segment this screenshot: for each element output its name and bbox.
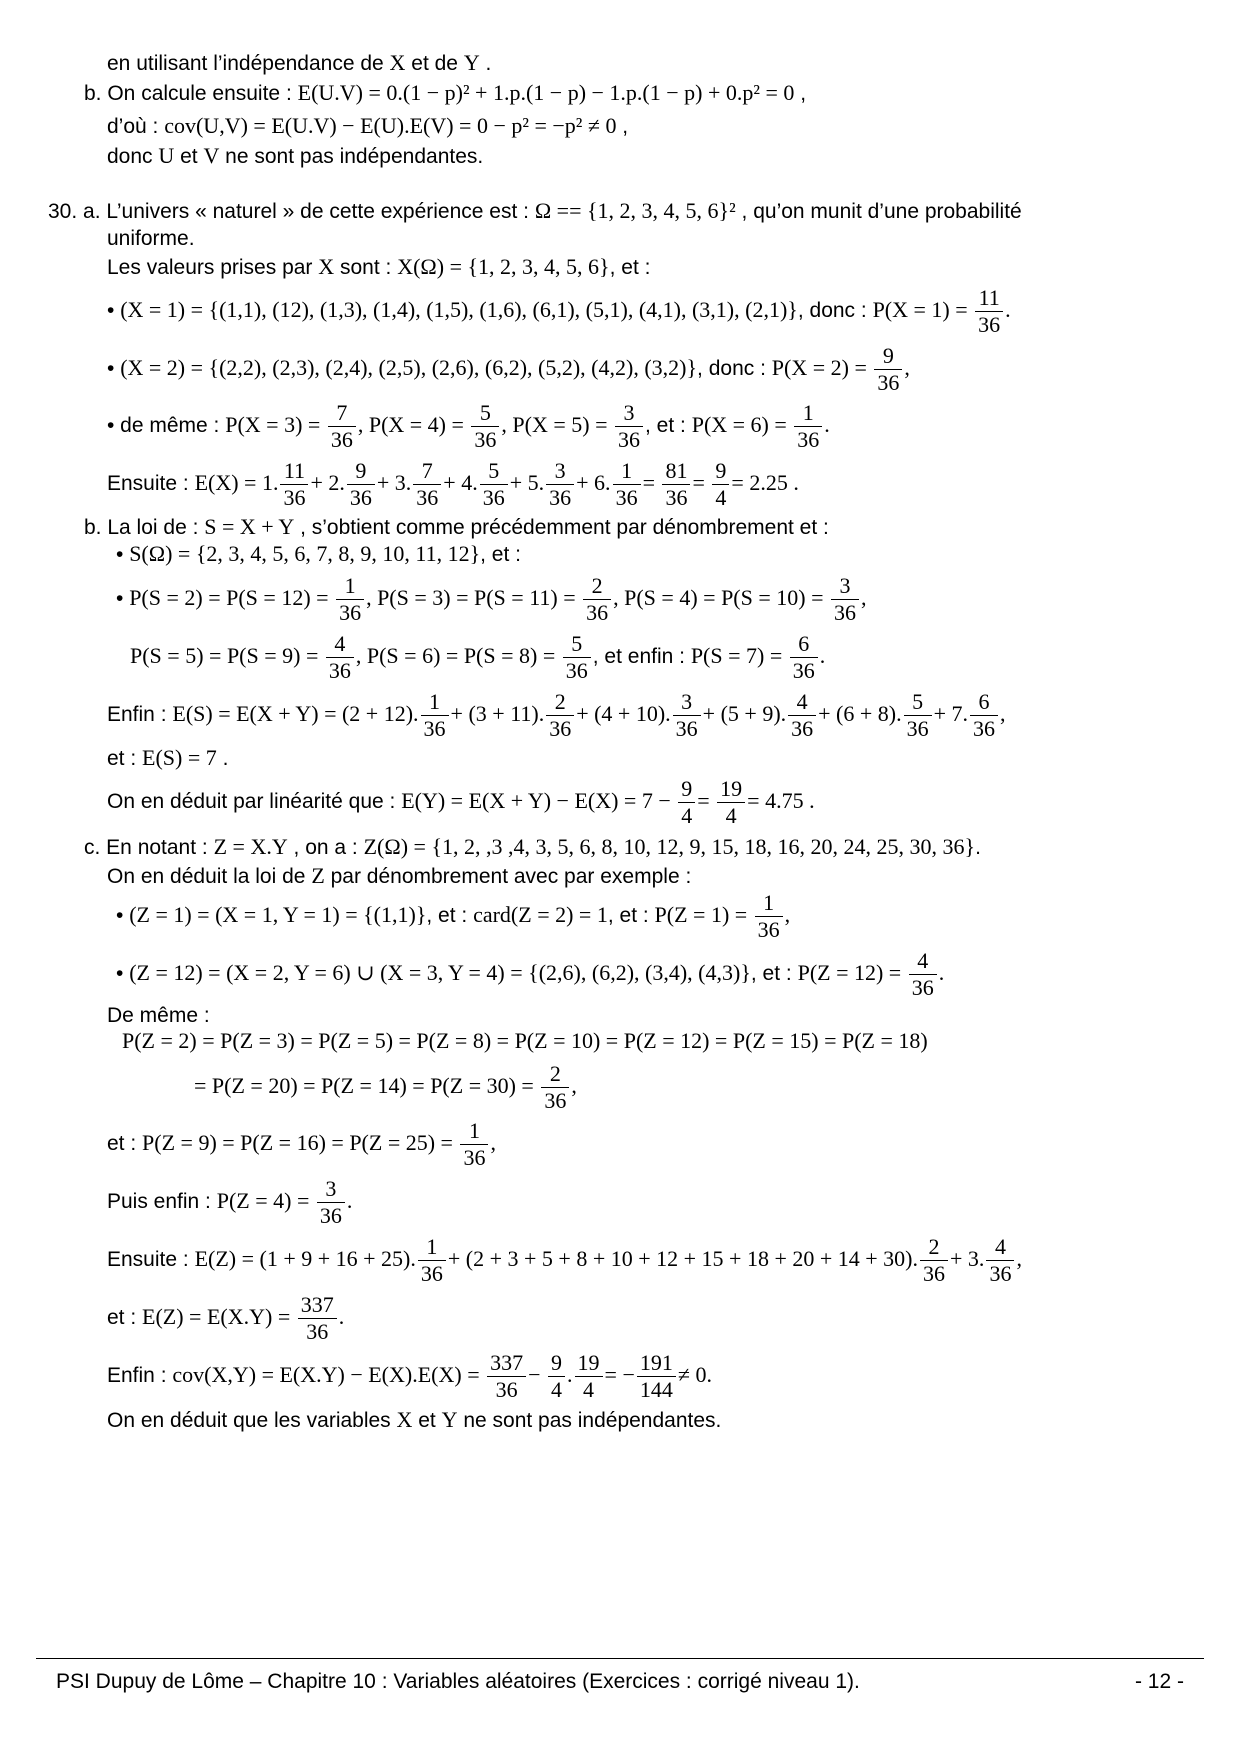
fraction-numerator: 9 <box>874 343 902 370</box>
fraction-denominator: 36 <box>482 485 505 510</box>
text-line <box>116 890 790 943</box>
math-expression: E(X) = 1. <box>194 470 279 496</box>
fraction-numerator: 7 <box>328 400 356 427</box>
math-expression: + (6 + 8). <box>818 701 902 727</box>
math-expression: E(Z) = (1 + 9 + 16 + 25). <box>194 1246 416 1272</box>
fraction <box>298 1292 337 1345</box>
text-line <box>107 285 1011 338</box>
text-line <box>122 1028 928 1055</box>
fraction-denominator: 36 <box>416 485 439 510</box>
fraction-denominator: 36 <box>923 1261 946 1286</box>
math-expression: E(U.V) = 0.(1 − p)² + 1.p.(1 − p) − 1.p.(1 − p) + 0.p² = 0 <box>297 80 795 105</box>
fraction-numerator: 3 <box>831 573 859 600</box>
math-expression: V <box>203 143 220 168</box>
text-fragment: , et : <box>645 414 692 438</box>
text-line <box>194 1061 577 1114</box>
math-expression: P(Z = 4) = <box>216 1188 315 1214</box>
fraction-denominator: 36 <box>474 427 497 452</box>
text-line <box>107 1292 344 1345</box>
text-fragment: • <box>116 962 130 986</box>
fraction-denominator: 36 <box>549 485 572 510</box>
fraction <box>904 689 932 742</box>
fraction-numerator: 2 <box>546 689 574 716</box>
math-expression: + (4 + 10). <box>576 701 671 727</box>
fraction-denominator: 36 <box>330 427 353 452</box>
fraction-denominator: 36 <box>665 485 688 510</box>
math-expression: + 5. <box>509 470 545 496</box>
fraction-denominator: 36 <box>283 485 306 510</box>
fraction-numerator: 19 <box>717 776 745 803</box>
fraction <box>347 458 375 511</box>
text-line <box>107 1234 1022 1287</box>
fraction <box>615 400 643 453</box>
fraction-denominator: 4 <box>725 803 737 828</box>
fraction-denominator: 36 <box>565 658 588 683</box>
fraction <box>712 458 729 511</box>
math-expression: card(Z = 2) = 1 <box>473 902 608 928</box>
fraction <box>480 458 508 511</box>
text-fragment: • <box>107 299 121 323</box>
text-line <box>116 948 944 1001</box>
math-expression: , <box>1016 1246 1022 1272</box>
fraction-denominator: 36 <box>618 427 641 452</box>
math-expression: X <box>389 50 406 75</box>
text-fragment: et : <box>107 1306 143 1330</box>
fraction-numerator: 4 <box>788 689 816 716</box>
fraction-numerator: 3 <box>546 458 574 485</box>
text-fragment: On en déduit que les variables <box>107 1409 397 1432</box>
text-fragment: et : <box>107 1132 143 1156</box>
math-expression: P(X = 3) = <box>225 412 326 438</box>
fraction-denominator: 36 <box>834 600 856 625</box>
fraction-numerator: 191 <box>637 1350 676 1377</box>
fraction-denominator: 36 <box>989 1261 1012 1286</box>
fraction-numerator: 1 <box>794 400 822 427</box>
text-fragment: , donc : <box>697 357 772 381</box>
fraction-numerator: 3 <box>615 400 643 427</box>
math-expression: P(S = 5) = P(S = 9) = <box>130 643 324 669</box>
fraction-denominator: 36 <box>319 1203 342 1228</box>
fraction-numerator: 6 <box>790 631 818 658</box>
fraction-denominator: 36 <box>328 658 351 683</box>
text-fragment: On en déduit par linéarité que : <box>107 790 402 814</box>
math-expression: X(Ω) = {1, 2, 3, 4, 5, 6} <box>397 254 610 279</box>
math-expression: . <box>824 412 830 438</box>
math-expression: E(S) = E(X + Y) = (2 + 12). <box>172 701 419 727</box>
footer-title: PSI Dupuy de Lôme – Chapitre 10 : Variables aléatoires (Exercices : corrigé niveau 1). <box>56 1670 860 1693</box>
text-fragment: donc <box>107 145 159 168</box>
fraction <box>717 776 745 829</box>
text-fragment: Enfin : <box>107 703 173 727</box>
text-fragment: Les valeurs prises par <box>107 256 319 279</box>
fraction-numerator: 337 <box>298 1292 337 1319</box>
text-fragment: • <box>116 587 130 611</box>
fraction-denominator: 36 <box>463 1145 486 1170</box>
text-line <box>107 1118 496 1171</box>
math-expression: = 2.25 . <box>731 470 799 496</box>
fraction-denominator: 36 <box>877 370 900 395</box>
text-fragment: , et : <box>426 904 474 928</box>
text-fragment: et : <box>107 747 143 770</box>
fraction-denominator: 36 <box>791 716 814 741</box>
fraction-denominator: 36 <box>495 1377 518 1402</box>
text-fragment: et de <box>405 52 464 75</box>
math-expression: = P(Z = 20) = P(Z = 14) = P(Z = 30) = <box>194 1073 540 1099</box>
fraction <box>673 689 701 742</box>
math-expression: X <box>318 254 335 279</box>
fraction-numerator: 5 <box>904 689 932 716</box>
fraction-numerator: 1 <box>418 1234 446 1261</box>
fraction-numerator: 2 <box>583 573 611 600</box>
text-line <box>107 745 228 772</box>
text-line <box>107 400 830 453</box>
math-expression: S(Ω) = {2, 3, 4, 5, 6, 7, 8, 9, 10, 11, 12} <box>129 541 481 566</box>
text-fragment: , donc : <box>797 299 873 323</box>
text-line <box>107 689 1006 742</box>
fraction-numerator: 4 <box>986 1234 1014 1261</box>
fraction <box>328 400 356 453</box>
math-expression: + (2 + 3 + 5 + 8 + 10 + 12 + 15 + 18 + 20 + 14 + 30). <box>447 1246 919 1272</box>
fraction-numerator: 1 <box>421 689 449 716</box>
text-fragment: , qu’on munit d’une probabilité <box>735 200 1022 223</box>
fraction-denominator: 36 <box>978 312 1001 337</box>
math-expression: P(Z = 1) = <box>654 902 753 928</box>
text-fragment: • <box>116 543 130 566</box>
math-expression: P(S = 7) = <box>690 643 788 669</box>
math-expression: P(X = 6) = <box>691 412 793 438</box>
fraction-numerator: 5 <box>480 458 508 485</box>
text-line <box>116 573 867 626</box>
text-fragment: 30. a. L’univers « naturel » de cette expérience est : <box>48 200 535 223</box>
fraction <box>790 631 818 684</box>
math-expression: , <box>784 902 791 928</box>
math-expression: (X = 2) = {(2,2), (2,3), (2,4), (2,5), (2,6), (6,2), (5,2), (4,2), (3,2)} <box>120 355 698 381</box>
math-expression: (Z = 12) = (X = 2, Y = 6) ∪ (X = 3, Y = 4) = {(2,6), (6,2), (3,4), (4,3)} <box>129 960 751 986</box>
fraction-denominator: 36 <box>306 1319 329 1344</box>
math-expression: ≠ 0. <box>677 1362 712 1388</box>
fraction-denominator: 36 <box>675 716 698 741</box>
math-expression: Y <box>463 50 480 75</box>
fraction-numerator: 11 <box>280 458 308 485</box>
text-fragment: , et : <box>480 543 521 566</box>
page-number: - 12 - <box>1134 1670 1184 1693</box>
fraction-denominator: 36 <box>906 716 929 741</box>
math-expression: + 6. <box>576 470 611 496</box>
text-line <box>107 113 628 140</box>
fraction <box>418 1234 446 1287</box>
text-fragment: en utilisant l’indépendance de <box>107 52 390 75</box>
math-expression: E(S) = 7 <box>142 745 217 770</box>
fraction <box>487 1350 526 1403</box>
math-expression: , <box>1000 701 1006 727</box>
math-expression: , P(S = 6) = P(S = 8) = <box>355 643 561 669</box>
text-fragment: , on a : <box>287 836 364 859</box>
text-line <box>107 343 910 396</box>
text-fragment: b. On calcule ensuite : <box>84 82 298 105</box>
text-fragment: , et : <box>609 256 651 279</box>
math-expression: E(Z) = E(X.Y) = <box>142 1304 296 1330</box>
fraction-numerator: 337 <box>487 1350 526 1377</box>
fraction-denominator: 36 <box>339 600 362 625</box>
math-expression: + 3. <box>376 470 412 496</box>
fraction <box>788 689 816 742</box>
math-expression: . <box>938 960 945 986</box>
fraction <box>909 948 937 1001</box>
text-line <box>107 863 691 890</box>
fraction-denominator: 36 <box>544 1088 567 1113</box>
fraction <box>975 285 1003 338</box>
fraction-numerator: 9 <box>712 458 729 485</box>
math-expression: Z = X.Y <box>213 834 288 859</box>
text-fragment: • <box>107 357 121 381</box>
math-expression: . <box>567 1362 573 1388</box>
fraction-denominator: 36 <box>420 1261 443 1286</box>
fraction-numerator: 9 <box>347 458 375 485</box>
fraction <box>471 400 499 453</box>
text-line <box>107 458 799 511</box>
fraction <box>637 1350 676 1403</box>
text-fragment: . <box>479 52 492 75</box>
fraction-numerator: 2 <box>541 1061 569 1088</box>
math-expression: + 2. <box>310 470 345 496</box>
math-expression: X <box>396 1407 413 1432</box>
text-fragment: Puis enfin : <box>107 1190 217 1214</box>
math-expression: P(Z = 12) = <box>797 960 907 986</box>
text-fragment: Enfin : <box>107 1364 173 1388</box>
text-fragment: b. La loi de : <box>84 516 205 539</box>
text-fragment: c. En notant : <box>84 836 214 859</box>
math-expression: Ω == {1, 2, 3, 4, 5, 6}² <box>534 198 736 223</box>
text-fragment: ne sont pas indépendantes. <box>457 1409 722 1432</box>
fraction-denominator: 4 <box>681 803 693 828</box>
fraction-numerator: 6 <box>970 689 998 716</box>
fraction <box>874 343 902 396</box>
math-expression: = − <box>604 1362 635 1388</box>
fraction <box>662 458 690 511</box>
text-line <box>107 143 483 170</box>
fraction-denominator: 36 <box>911 975 934 1000</box>
text-line <box>107 1176 352 1229</box>
text-fragment: ne sont pas indépendantes. <box>219 145 484 168</box>
math-expression: = 4.75 . <box>747 788 815 814</box>
fraction-numerator: 81 <box>662 458 690 485</box>
math-expression: , P(S = 4) = P(S = 10) = <box>613 585 829 611</box>
fraction-numerator: 7 <box>413 458 441 485</box>
fraction-numerator: 4 <box>909 948 937 975</box>
text-line <box>84 834 981 861</box>
math-expression: , P(X = 5) = <box>501 412 614 438</box>
text-fragment: sont : <box>334 256 398 279</box>
text-line <box>107 1003 210 1029</box>
fraction <box>336 573 364 626</box>
math-expression: P(S = 2) = P(S = 12) = <box>129 585 335 611</box>
fraction-denominator: 36 <box>792 658 815 683</box>
fraction-denominator: 144 <box>639 1377 673 1402</box>
text-fragment: par dénombrement avec par exemple : <box>324 865 692 888</box>
fraction-denominator: 36 <box>797 427 820 452</box>
fraction <box>575 1350 603 1403</box>
fraction-numerator: 5 <box>563 631 591 658</box>
math-expression: cov(U,V) = E(U.V) − E(U).E(V) = 0 − p² = −p² ≠ 0 <box>164 113 617 138</box>
math-expression: , <box>490 1130 496 1156</box>
fraction-denominator: 4 <box>715 485 727 510</box>
text-fragment: uniforme. <box>107 227 195 250</box>
math-expression: + 3. <box>950 1246 985 1272</box>
text-fragment: , et : <box>607 904 655 928</box>
text-line <box>84 514 829 541</box>
math-expression: , <box>571 1073 577 1099</box>
text-fragment: et <box>174 145 204 168</box>
fraction-numerator: 19 <box>575 1350 603 1377</box>
fraction <box>541 1061 569 1114</box>
fraction <box>613 458 641 511</box>
fraction-numerator: 3 <box>317 1176 345 1203</box>
fraction-denominator: 4 <box>583 1377 595 1402</box>
math-expression: , P(X = 4) = <box>357 412 470 438</box>
text-fragment: • de même : <box>107 414 226 438</box>
math-expression: . <box>346 1188 353 1214</box>
text-line <box>116 541 521 568</box>
text-fragment: , et enfin : <box>592 645 691 669</box>
math-expression: S = X + Y <box>204 514 295 539</box>
fraction <box>970 689 998 742</box>
text-line <box>107 776 815 829</box>
math-expression: = <box>697 788 716 814</box>
math-expression: P(Z = 2) = P(Z = 3) = P(Z = 5) = P(Z = 8) = P(Z = 10) = P(Z = 12) = P(Z = 15) = P(Z = 18) <box>122 1028 928 1053</box>
text-fragment: d’où : <box>107 115 165 138</box>
fraction <box>546 689 574 742</box>
math-expression: , P(S = 3) = P(S = 11) = <box>366 585 582 611</box>
math-expression: + 4. <box>443 470 478 496</box>
fraction <box>317 1176 345 1229</box>
text-fragment: , <box>794 82 807 105</box>
fraction <box>678 776 695 829</box>
text-fragment: , et : <box>750 962 798 986</box>
fraction <box>920 1234 948 1287</box>
text-line <box>107 1407 721 1434</box>
text-fragment: et <box>412 1409 442 1432</box>
text-fragment: , <box>616 115 629 138</box>
fraction-numerator: 3 <box>673 689 701 716</box>
math-expression: P(X = 1) = <box>872 297 974 323</box>
math-expression: (X = 1) = {(1,1), (12), (1,3), (1,4), (1,5), (1,6), (6,1), (5,1), (4,1), (3,1), (2,1)} <box>120 297 798 323</box>
math-expression: U <box>158 143 175 168</box>
math-expression: P(Z = 9) = P(Z = 16) = P(Z = 25) = <box>142 1130 459 1156</box>
math-expression: + (5 + 9). <box>702 701 787 727</box>
fraction-numerator: 1 <box>460 1118 488 1145</box>
text-fragment: • <box>116 904 130 928</box>
text-line <box>48 198 1022 225</box>
text-line <box>84 80 806 107</box>
fraction-numerator: 9 <box>678 776 695 803</box>
fraction <box>280 458 308 511</box>
fraction-numerator: 9 <box>548 1350 565 1377</box>
fraction-numerator: 4 <box>326 631 354 658</box>
math-expression: Y <box>441 1407 458 1432</box>
math-expression: , <box>904 355 910 381</box>
fraction-denominator: 36 <box>586 600 609 625</box>
fraction-denominator: 36 <box>757 917 780 942</box>
fraction-numerator: 1 <box>613 458 641 485</box>
footer-divider <box>36 1658 1204 1659</box>
text-line <box>107 50 491 77</box>
math-expression: cov(X,Y) = E(X.Y) − E(X).E(X) = <box>172 1362 486 1388</box>
text-fragment: . <box>216 747 229 770</box>
math-expression: + 7. <box>933 701 969 727</box>
fraction <box>421 689 449 742</box>
fraction-denominator: 36 <box>423 716 446 741</box>
text-fragment: , s’obtient comme précédemment par dénombrement et : <box>294 516 829 539</box>
fraction <box>755 890 783 943</box>
fraction-denominator: 36 <box>349 485 372 510</box>
fraction-numerator: 5 <box>471 400 499 427</box>
text-line <box>107 254 650 281</box>
fraction-numerator: 1 <box>755 890 783 917</box>
math-expression: − <box>528 1362 547 1388</box>
fraction <box>548 1350 565 1403</box>
fraction-denominator: 36 <box>973 716 996 741</box>
text-fragment: Ensuite : <box>107 472 195 496</box>
text-fragment: Ensuite : <box>107 1248 195 1272</box>
fraction-denominator: 36 <box>615 485 638 510</box>
text-line <box>107 226 195 252</box>
fraction-numerator: 1 <box>336 573 364 600</box>
math-expression: Z <box>311 863 325 888</box>
fraction <box>460 1118 488 1171</box>
fraction <box>831 573 859 626</box>
fraction <box>546 458 574 511</box>
fraction <box>326 631 354 684</box>
fraction <box>413 458 441 511</box>
text-line <box>130 631 825 684</box>
fraction-denominator: 4 <box>551 1377 563 1402</box>
math-expression: . <box>1005 297 1011 323</box>
math-expression: . <box>338 1304 345 1330</box>
text-fragment: On en déduit la loi de <box>107 865 312 888</box>
math-expression: + (3 + 11). <box>450 701 545 727</box>
fraction-denominator: 36 <box>549 716 572 741</box>
math-expression: E(Y) = E(X + Y) − E(X) = 7 − <box>401 788 677 814</box>
math-expression: Z(Ω) = {1, 2, ,3 ,4, 3, 5, 6, 8, 10, 12, 9, 15, 18, 16, 20, 24, 25, 30, 36} <box>363 834 976 859</box>
fraction <box>794 400 822 453</box>
fraction <box>986 1234 1014 1287</box>
text-fragment: . <box>975 836 981 859</box>
math-expression: (Z = 1) = (X = 1, Y = 1) = {(1,1)} <box>129 902 427 928</box>
fraction <box>583 573 611 626</box>
text-fragment: De même : <box>107 1004 210 1027</box>
fraction-numerator: 11 <box>975 285 1003 312</box>
fraction-numerator: 2 <box>920 1234 948 1261</box>
math-expression: , <box>861 585 867 611</box>
math-expression: = <box>692 470 711 496</box>
math-expression: = <box>642 470 661 496</box>
math-expression: . <box>819 643 826 669</box>
math-expression: P(X = 2) = <box>771 355 873 381</box>
fraction <box>563 631 591 684</box>
text-line <box>107 1350 712 1403</box>
